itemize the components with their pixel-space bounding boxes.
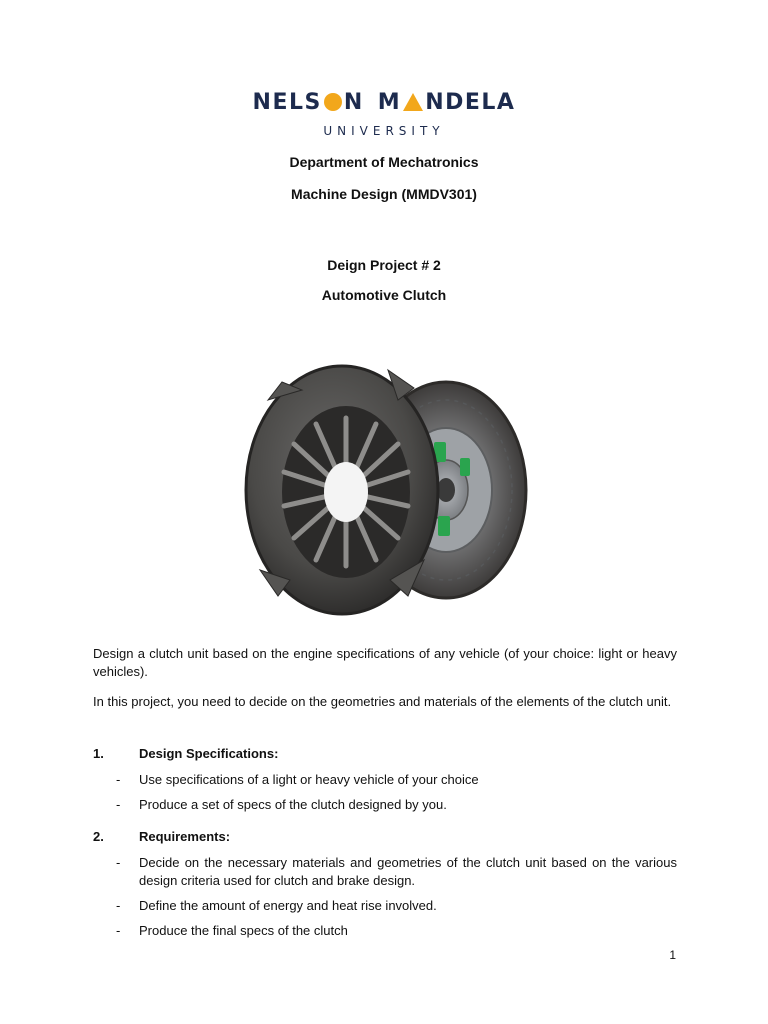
triangle-icon [403,93,423,111]
page-number: 1 [669,948,676,962]
bullet-dash: - [116,855,121,870]
list-item-text: Decide on the necessary materials and geometries of the clutch unit based on the various design criteria used for clutch and brake design. [139,855,677,888]
list-item-text: Define the amount of energy and heat rise involved. [139,898,437,913]
topic-title: Automotive Clutch [321,287,447,303]
department-title: Department of Mechatronics [289,154,479,170]
section-number: 2. [93,829,104,844]
intro-paragraph-2: In this project, you need to decide on the geometries and materials of the elements of the clutch unit. [93,694,672,709]
bullet-dash: - [116,923,121,938]
list-item [116,771,677,789]
logo-word1-prefix: NELS [252,89,322,115]
logo-word2-prefix: M [377,89,402,115]
university-logo [0,88,768,138]
section-number: 1. [93,746,104,761]
list-item-text: Produce a set of specs of the clutch designed by you. [139,797,447,812]
logo-subtitle: UNIVERSITY [323,124,445,138]
clutch-assembly-image [238,360,530,622]
sun-circle-icon [324,93,342,111]
bullet-dash: - [116,772,121,787]
list-item-text: Use specifications of a light or heavy vehicle of your choice [139,772,479,787]
list-item [116,796,677,814]
list-item [116,897,677,915]
intro-paragraph-1: Design a clutch unit based on the engine specifications of any vehicle (of your choice: light or heavy vehicles). [93,646,677,679]
section-heading-design-specifications [93,746,278,761]
section-title: Requirements: [139,829,231,844]
logo-word2-suffix: NDELA [425,89,516,115]
logo-wordmark [0,88,768,116]
section-title: Design Specifications: [139,746,279,761]
logo-word1-suffix: N [343,89,364,115]
project-title: Deign Project # 2 [327,257,441,273]
bullet-dash: - [116,797,121,812]
list-item-text: Produce the final specs of the clutch [139,923,348,938]
course-title: Machine Design (MMDV301) [291,186,477,202]
list-item [116,854,677,890]
section-heading-requirements [93,829,230,844]
list-item [116,922,677,940]
bullet-dash: - [116,898,121,913]
